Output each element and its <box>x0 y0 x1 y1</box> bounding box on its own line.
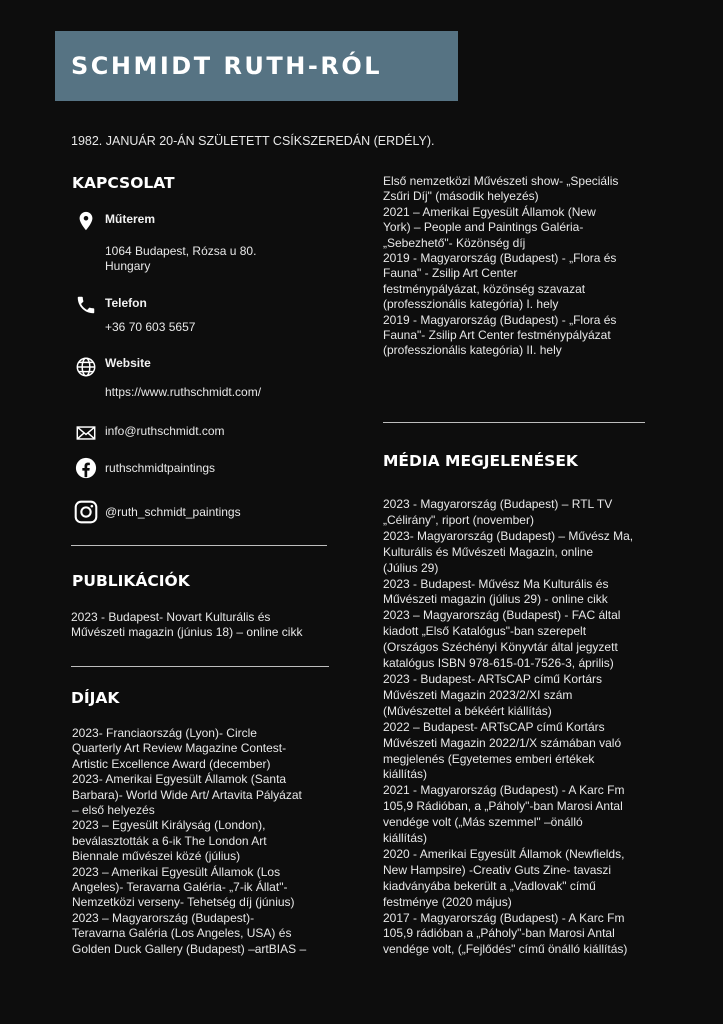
media-line: festménye (2020 május) <box>383 894 512 909</box>
media-line: 2022 – Budapest- ARTsCAP című Kortárs <box>383 719 605 734</box>
award-line: Biennale művészei közé (július) <box>72 849 241 864</box>
media-line: kiadványába bekerült a „Vadlovak" című <box>383 878 596 893</box>
publication-line: 2023 - Budapest- Novart Kulturális és <box>71 610 271 624</box>
location-pin-icon <box>75 210 97 232</box>
award-line: beválasztották a 6-ik The London Art <box>72 833 267 848</box>
media-line: katalógus ISBN 978-615-01-7526-3, április) <box>383 656 614 671</box>
media-line: „Célirány", riport (november) <box>383 512 534 527</box>
divider <box>383 422 645 423</box>
award-line: 2023 – Amerikai Egyesült Államok (Los <box>72 864 281 879</box>
divider <box>71 545 327 546</box>
award-line: Barbara)- World Wide Art/ Artavita Pályázat <box>72 787 302 802</box>
media-line: (Július 29) <box>383 560 439 575</box>
media-line: Kulturális és Művészeti Magazin, online <box>383 544 594 559</box>
title-banner <box>55 31 458 101</box>
media-line: megjelenés (Egyetemes emberi értékek <box>383 751 595 766</box>
facebook-icon <box>75 457 97 479</box>
award-line: 2023 – Magyarország (Budapest)- <box>72 910 255 925</box>
media-line: 2023 - Magyarország (Budapest) – RTL TV <box>383 497 613 511</box>
media-line: 2023 - Budapest- Művész Ma Kulturális és <box>383 576 609 591</box>
media-line: (Művészettel a békéért kiállítás) <box>383 703 552 718</box>
award-line: 2019 - Magyarország (Budapest) - „Flora és <box>383 251 617 266</box>
award-line: 2023 – Egyesült Királyság (London), <box>72 818 266 833</box>
media-line: vendége volt („Más szemmel" –önálló <box>383 815 583 830</box>
award-line: – első helyezés <box>72 803 155 818</box>
award-line: 2019 - Magyarország (Budapest) - „Flora és <box>383 312 617 327</box>
media-line: 105,9 rádióban a „Páholy"-ban Marosi Antal <box>383 926 615 941</box>
website-label: Website <box>105 356 151 370</box>
studio-address-line1: 1064 Budapest, Rózsa u 80. <box>105 244 257 258</box>
envelope-icon <box>75 422 97 444</box>
instagram-link[interactable]: @ruth_schmidt_paintings <box>105 505 241 519</box>
media-line: kiadott „Első Katalógus"-ban szerepelt <box>383 624 587 639</box>
email-link[interactable]: info@ruthschmidt.com <box>105 424 225 438</box>
media-line: kiállítás) <box>383 831 428 846</box>
award-line: Zsűri Díj" (második helyezés) <box>383 189 539 204</box>
publications-title: PUBLIKÁCIÓK <box>72 572 190 590</box>
award-line: York) – People and Paintings Galéria- <box>383 220 584 235</box>
divider <box>71 666 329 667</box>
contact-title: KAPCSOLAT <box>72 174 175 192</box>
studio-label: Műterem <box>105 212 156 226</box>
media-line: 2017 - Magyarország (Budapest) - A Karc Fm <box>383 910 625 925</box>
award-line: Első nemzetközi Művészeti show- „Speciális <box>383 174 619 188</box>
award-line: Fauna" - Zsilip Art Center <box>383 266 518 281</box>
award-line: Nemzetközi verseny- Tehetség díj (június) <box>72 895 295 910</box>
globe-icon <box>75 356 97 378</box>
award-line: (professzionális kategória) II. hely <box>383 343 562 358</box>
birth-info: 1982. JANUÁR 20-ÁN SZÜLETETT CSÍKSZEREDÁN (ERDÉLY). <box>71 134 435 148</box>
awards-title: DÍJAK <box>71 689 120 707</box>
award-line: „Sebezhető"- Közönség díj <box>383 235 526 250</box>
award-line: 2023- Franciaország (Lyon)- Circle <box>72 726 257 740</box>
award-line: Quarterly Art Review Magazine Contest- <box>72 741 287 756</box>
award-line: Teravarna Galéria (Los Angeles, USA) és <box>72 926 292 941</box>
media-line: 2023 – Magyarország (Budapest) - FAC által <box>383 608 621 623</box>
media-line: 2021 - Magyarország (Budapest) - A Karc Fm <box>383 783 625 798</box>
award-line: 2021 – Amerikai Egyesült Államok (New <box>383 204 596 219</box>
media-line: 2020 - Amerikai Egyesült Államok (Newfields, <box>383 846 625 861</box>
facebook-link[interactable]: ruthschmidtpaintings <box>105 461 216 475</box>
page-title: SCHMIDT RUTH-RÓL <box>71 52 383 80</box>
media-title: MÉDIA MEGJELENÉSEK <box>383 452 578 470</box>
award-line: (professzionális kategória) I. hely <box>383 297 559 312</box>
media-line: Művészeti Magazin 2022/1/X számában való <box>383 735 622 750</box>
awards-list <box>72 726 352 957</box>
website-link[interactable]: https://www.ruthschmidt.com/ <box>105 385 262 399</box>
award-line: Angeles)- Teravarna Galéria- „7-ik Állat"- <box>72 880 288 895</box>
media-line: New Hampsire) -Creativ Guts Zine- tavaszi <box>383 862 612 877</box>
media-line: Művészeti Magazin 2023/2/XI szám <box>383 687 573 702</box>
media-list <box>383 497 673 958</box>
phone-number[interactable]: +36 70 603 5657 <box>105 320 196 334</box>
awards-list-continued <box>383 174 673 359</box>
media-line: kiállítás) <box>383 767 428 782</box>
studio-address-line2: Hungary <box>105 259 151 273</box>
instagram-icon <box>73 499 99 525</box>
publication-line: Művészeti magazin (június 18) – online cikk <box>71 625 303 640</box>
award-line: Fauna"- Zsilip Art Center festménypályázat <box>383 328 611 343</box>
media-line: 105,9 Rádióban, a „Páholy"-ban Marosi Antal <box>383 799 623 814</box>
media-line: 2023 - Budapest- ARTsCAP című Kortárs <box>383 671 602 686</box>
award-line: Artistic Excellence Award (december) <box>72 756 271 771</box>
phone-icon <box>75 294 97 316</box>
award-line: Golden Duck Gallery (Budapest) –artBIAS – <box>72 941 307 956</box>
publications-list <box>71 610 351 641</box>
media-line: Művészeti magazin (július 29) - online cikk <box>383 592 608 607</box>
phone-label: Telefon <box>105 296 147 310</box>
award-line: festménypályázat, közönség szavazat <box>383 281 586 296</box>
media-line: (Országos Széchényi Könyvtár által jegyzett <box>383 640 618 655</box>
award-line: 2023- Amerikai Egyesült Államok (Santa <box>72 772 287 787</box>
media-line: 2023- Magyarország (Budapest) – Művész Ma, <box>383 528 634 543</box>
media-line: vendége volt, („Fejlődés" című önálló kiállítás) <box>383 942 628 957</box>
